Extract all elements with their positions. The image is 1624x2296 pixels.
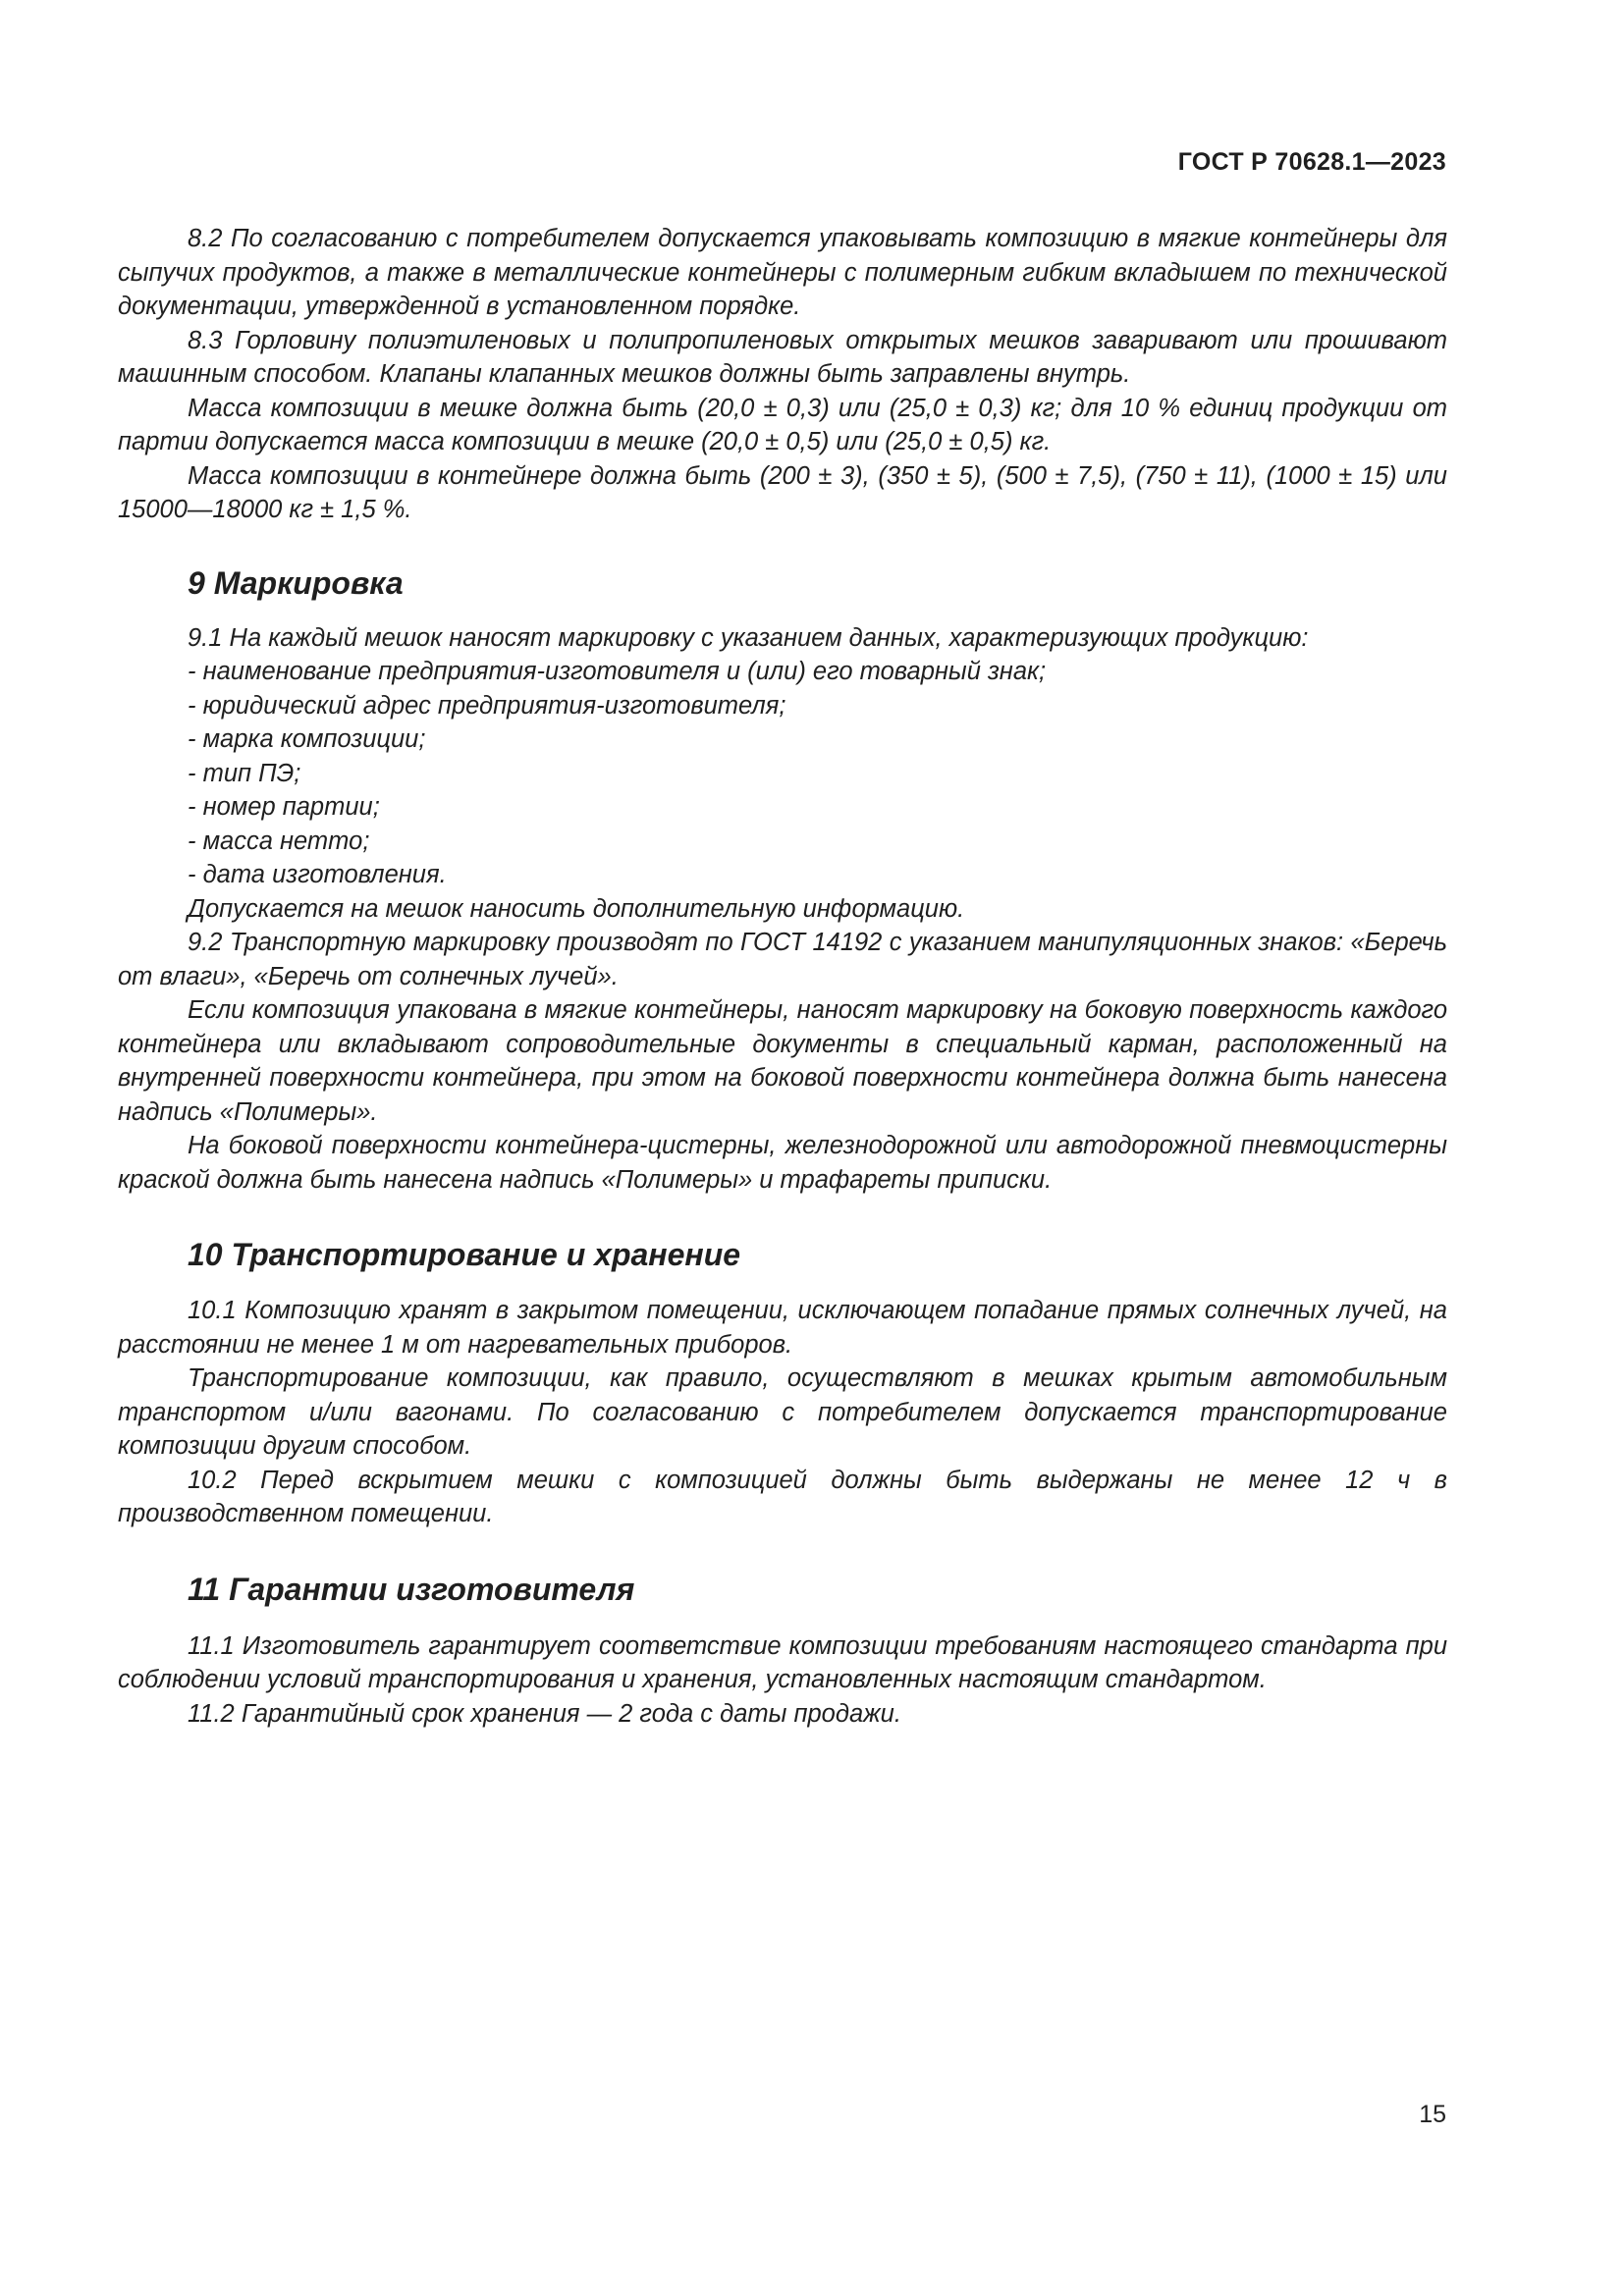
list-item: - номер партии; [188, 793, 380, 821]
document-code-header: ГОСТ Р 70628.1—2023 [1177, 148, 1446, 176]
paragraph-transport: Транспортирование композиции, как правило, осуществляют в мешках крытым автомобильным транспортом и/или вагонами. По согласованию с потребителем допускается транспортирование композиции другим способом. [118, 1364, 1447, 1460]
page-number: 15 [1419, 2101, 1446, 2128]
section-10-heading: 10 Транспортирование и хранение [188, 1237, 741, 1272]
paragraph-8-3: 8.3 Горловину полиэтиленовых и полипропиленовых открытых мешков заваривают или прошивают машинным способом. Клапаны клапанных мешков должны быть заправлены внутрь. [118, 326, 1447, 388]
paragraph-11-2: 11.2 Гарантийный срок хранения — 2 года с даты продажи. [188, 1699, 901, 1728]
paragraph-tank-marking: На боковой поверхности контейнера-цистерны, железнодорожной или автодорожной пневмоцистерны краской должна быть нанесена надпись «Полимеры» и трафареты приписки. [118, 1132, 1447, 1194]
paragraph-9-1: 9.1 На каждый мешок наносят маркировку с указанием данных, характеризующих продукцию: [188, 623, 1309, 652]
paragraph-9-2: 9.2 Транспортную маркировку производят по ГОСТ 14192 с указанием манипуляционных знаков: «Беречь от влаги», «Беречь от солнечных лучей». [118, 929, 1447, 990]
paragraph-mass-container: Масса композиции в контейнере должна быть (200 ± 3), (350 ± 5), (500 ± 7,5), (750 ± 11), (1000 ± 15) или 15000—18000 кг ± 1,5 %. [118, 461, 1447, 523]
paragraph-11-1: 11.1 Изготовитель гарантирует соответствие композиции требованиям настоящего стандарта при соблюдении условий транспортирования и хранения, установленных настоящим стандартом. [118, 1631, 1447, 1693]
paragraph-mass-bag: Масса композиции в мешке должна быть (20,0 ± 0,3) или (25,0 ± 0,3) кг; для 10 % единиц продукции от партии допускается масса композиции в мешке (20,0 ± 0,5) или (25,0 ± 0,5) кг. [118, 394, 1447, 455]
document-body [118, 222, 1447, 1731]
paragraph-8-2: 8.2 По согласованию с потребителем допускается упаковывать композицию в мягкие контейнеры для сыпучих продуктов, а также в металлические контейнеры с полимерным гибким вкладышем по технической документации, утвержденной в установленном порядке. [118, 225, 1447, 320]
list-item: - наименование предприятия-изготовителя и (или) его товарный знак; [188, 658, 1047, 685]
list-item: - тип ПЭ; [188, 759, 301, 787]
section-11-heading: 11 Гарантии изготовителя [188, 1571, 635, 1607]
paragraph-10-1: 10.1 Композицию хранят в закрытом помещении, исключающем попадание прямых солнечных лучей, на расстоянии не менее 1 м от нагревательных приборов. [118, 1297, 1447, 1359]
list-item: - масса нетто; [188, 827, 370, 855]
list-item: - юридический адрес предприятия-изготовителя; [188, 691, 786, 720]
paragraph-additional-info: Допускается на мешок наносить дополнительную информацию. [188, 894, 965, 923]
section-9-heading: 9 Маркировка [188, 564, 404, 601]
list-item: - марка композиции; [188, 725, 426, 753]
list-item: - дата изготовления. [188, 861, 447, 888]
paragraph-10-2: 10.2 Перед вскрытием мешки с композицией должны быть выдержаны не менее 12 ч в производственном помещении. [118, 1466, 1447, 1527]
paragraph-soft-containers: Если композиция упакована в мягкие контейнеры, наносят маркировку на боковую поверхность каждого контейнера или вкладывают сопроводительные документы в специальный карман, расположенный на внутренней поверхности контейнера, при этом на боковой поверхности контейнера должна быть нанесена надпись «Полимеры». [118, 996, 1447, 1126]
